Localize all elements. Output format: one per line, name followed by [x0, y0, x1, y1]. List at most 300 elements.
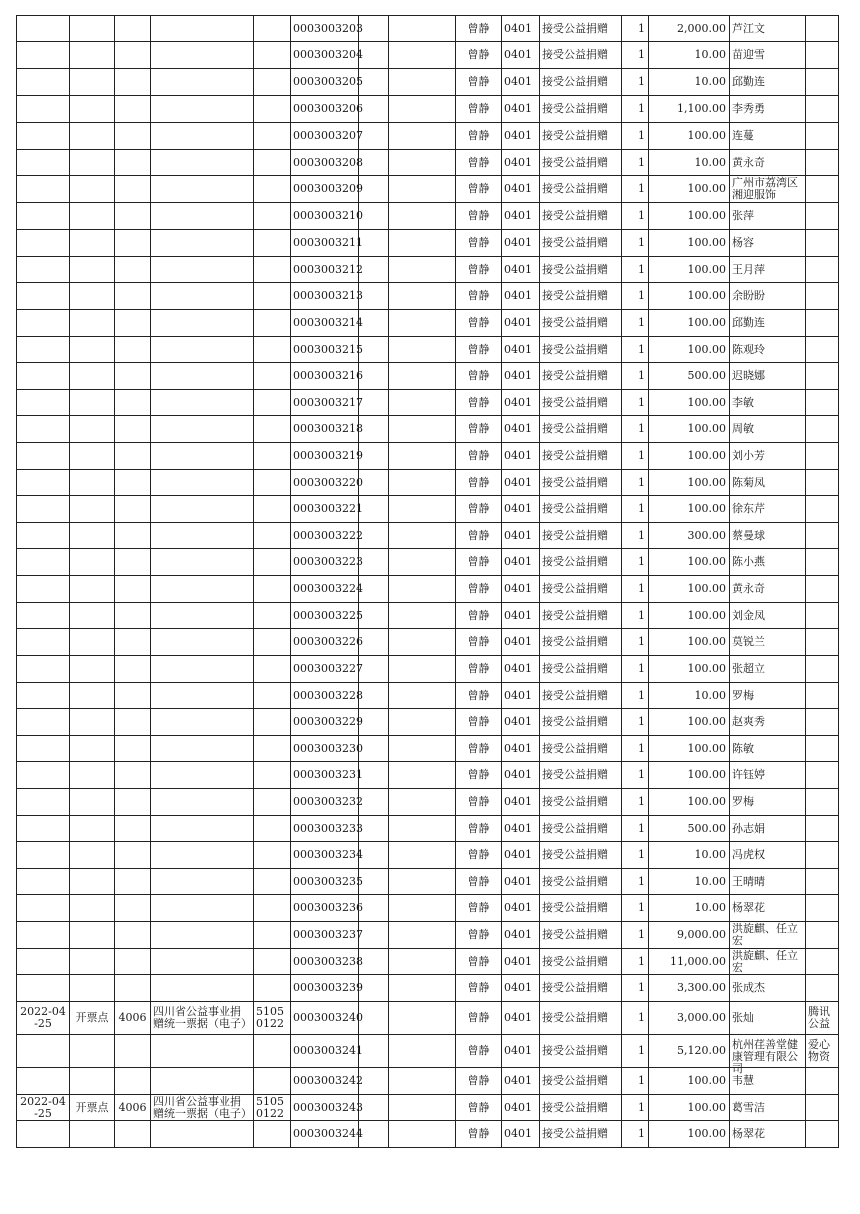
cell-remark	[806, 337, 839, 363]
cell-qty-text: 1	[638, 262, 645, 276]
cell-blank2	[389, 922, 456, 949]
cell-date	[17, 1002, 70, 1035]
cell-donor-text: 莫锐兰	[732, 635, 765, 648]
cell-amount	[649, 629, 730, 656]
cell-blank2	[389, 337, 456, 363]
cell-station	[70, 523, 115, 549]
cell-blank1	[359, 736, 389, 762]
cell-blank1	[359, 656, 389, 683]
cell-blank2	[389, 176, 456, 203]
cell-qty	[622, 736, 649, 762]
cell-blank1	[359, 709, 389, 736]
table-row	[17, 310, 839, 337]
cell-donor-text: 罗梅	[732, 795, 754, 808]
cell-station	[70, 443, 115, 470]
cell-qty	[622, 123, 649, 150]
cell-item-code	[502, 150, 540, 176]
cell-item-code-text: 0401	[504, 369, 532, 382]
cell-blank1	[359, 895, 389, 922]
cell-remark	[806, 709, 839, 736]
cell-amount	[649, 576, 730, 603]
cell-qty	[622, 150, 649, 176]
cell-station	[70, 1121, 115, 1148]
cell-remark	[806, 230, 839, 257]
cell-handler	[456, 656, 502, 683]
cell-invoice-no-text: 0003003210	[293, 209, 363, 222]
cell-blank1	[359, 416, 389, 443]
cell-blank1	[359, 1002, 389, 1035]
cell-qty-text: 1	[638, 75, 645, 88]
cell-blank1	[359, 789, 389, 816]
cell-item-name-text: 接受公益捐赠	[542, 1074, 608, 1087]
cell-item-name-text: 接受公益捐赠	[542, 395, 608, 409]
cell-qty-text: 1	[638, 155, 645, 169]
cell-amount-text: 100.00	[687, 289, 726, 302]
cell-qty-text: 1	[638, 475, 645, 489]
cell-station	[70, 1068, 115, 1095]
cell-region-code	[254, 869, 291, 895]
cell-station	[70, 549, 115, 576]
cell-invoice-name	[151, 816, 254, 842]
cell-item-code	[502, 443, 540, 470]
cell-code	[115, 470, 151, 496]
cell-donor-text: 李敏	[732, 395, 754, 409]
cell-code	[115, 523, 151, 549]
cell-code	[115, 257, 151, 283]
cell-invoice-no	[291, 337, 363, 363]
cell-remark	[806, 96, 839, 123]
cell-remark	[806, 975, 839, 1002]
cell-date	[17, 549, 70, 576]
table-row	[17, 123, 839, 150]
table-row	[17, 949, 839, 975]
cell-date	[17, 922, 70, 949]
cell-code	[115, 949, 151, 975]
cell-handler	[456, 816, 502, 842]
cell-amount	[649, 709, 730, 736]
cell-donor	[730, 949, 806, 975]
cell-date	[17, 123, 70, 150]
cell-handler	[456, 922, 502, 949]
cell-qty	[622, 337, 649, 363]
cell-blank2	[389, 842, 456, 869]
cell-amount-text: 100.00	[687, 262, 726, 276]
table-row	[17, 975, 839, 1002]
cell-region-code-text: 51050122	[256, 1094, 284, 1120]
cell-invoice-no-text: 0003003203	[293, 21, 363, 35]
cell-qty-text: 1	[638, 768, 645, 781]
cell-item-code	[502, 975, 540, 1002]
cell-item-code-text: 0401	[504, 821, 532, 835]
cell-item-code	[502, 523, 540, 549]
cell-region-code	[254, 443, 291, 470]
cell-item-name-text: 接受公益捐赠	[542, 715, 608, 728]
cell-station	[70, 762, 115, 789]
table-row	[17, 390, 839, 416]
cell-invoice-no-text: 0003003238	[293, 954, 363, 968]
cell-region-code	[254, 629, 291, 656]
table-row	[17, 150, 839, 176]
cell-item-code	[502, 922, 540, 949]
cell-qty	[622, 842, 649, 869]
cell-amount	[649, 390, 730, 416]
cell-blank1	[359, 816, 389, 842]
cell-invoice-no	[291, 789, 363, 816]
cell-item-code-text: 0401	[504, 768, 532, 781]
cell-invoice-name	[151, 230, 254, 257]
cell-item-name	[540, 603, 622, 629]
cell-date	[17, 176, 70, 203]
table-row	[17, 257, 839, 283]
cell-invoice-no-text: 0003003225	[293, 608, 363, 622]
cell-handler-text: 曾静	[467, 1011, 490, 1024]
cell-code	[115, 683, 151, 709]
cell-item-name-text: 接受公益捐赠	[542, 582, 608, 595]
cell-code	[115, 1121, 151, 1148]
cell-invoice-name	[151, 96, 254, 123]
cell-item-name	[540, 96, 622, 123]
cell-station	[70, 257, 115, 283]
cell-invoice-name	[151, 975, 254, 1002]
cell-invoice-name-text: 四川省公益事业捐赠统一票据（电子）	[153, 1094, 252, 1120]
cell-code	[115, 789, 151, 816]
cell-item-name-text: 接受公益捐赠	[542, 155, 608, 169]
cell-blank1	[359, 363, 389, 390]
cell-item-name-text: 接受公益捐赠	[542, 928, 608, 941]
cell-code	[115, 603, 151, 629]
cell-blank2	[389, 96, 456, 123]
cell-invoice-name	[151, 1035, 254, 1068]
cell-handler	[456, 96, 502, 123]
cell-handler	[456, 337, 502, 363]
cell-amount	[649, 549, 730, 576]
cell-invoice-name	[151, 123, 254, 150]
cell-qty	[622, 230, 649, 257]
cell-handler-text: 曾静	[467, 635, 490, 648]
cell-region-code	[254, 283, 291, 310]
cell-qty-text: 1	[638, 555, 645, 568]
cell-qty	[622, 416, 649, 443]
cell-amount	[649, 176, 730, 203]
cell-qty	[622, 470, 649, 496]
cell-item-name	[540, 975, 622, 1002]
cell-donor	[730, 16, 806, 42]
cell-remark	[806, 683, 839, 709]
cell-item-code-text: 0401	[504, 1011, 532, 1024]
cell-amount-text: 500.00	[687, 369, 726, 382]
cell-code-text: 4006	[118, 1100, 147, 1114]
cell-invoice-no-text: 0003003236	[293, 901, 363, 914]
cell-item-code	[502, 629, 540, 656]
cell-item-name-text: 接受公益捐赠	[542, 262, 608, 276]
cell-invoice-no	[291, 576, 363, 603]
cell-qty	[622, 363, 649, 390]
cell-amount	[649, 1121, 730, 1148]
cell-qty-text: 1	[638, 502, 645, 515]
cell-donor	[730, 123, 806, 150]
cell-amount	[649, 150, 730, 176]
cell-invoice-name	[151, 736, 254, 762]
cell-item-name-text: 接受公益捐赠	[542, 768, 608, 781]
cell-qty-text: 1	[638, 102, 645, 115]
cell-invoice-no	[291, 816, 363, 842]
cell-invoice-name	[151, 1068, 254, 1095]
cell-invoice-no-text: 0003003235	[293, 874, 363, 888]
cell-item-name	[540, 230, 622, 257]
cell-handler-text: 曾静	[467, 954, 490, 968]
cell-blank2	[389, 1068, 456, 1095]
cell-donor-text: 余盼盼	[732, 289, 765, 302]
cell-code-text: 4006	[118, 1011, 147, 1024]
cell-invoice-name	[151, 69, 254, 96]
cell-item-code-text: 0401	[504, 155, 532, 169]
cell-invoice-no-text: 0003003226	[293, 635, 363, 648]
cell-invoice-no	[291, 762, 363, 789]
cell-item-name-text: 接受公益捐赠	[542, 608, 608, 622]
cell-qty	[622, 1121, 649, 1148]
cell-region-code	[254, 16, 291, 42]
cell-date	[17, 842, 70, 869]
cell-invoice-no	[291, 310, 363, 337]
cell-handler	[456, 1095, 502, 1121]
cell-date-text: 2022-04-25	[20, 1094, 66, 1120]
cell-donor	[730, 683, 806, 709]
cell-invoice-name	[151, 176, 254, 203]
cell-remark	[806, 629, 839, 656]
cell-blank2	[389, 42, 456, 69]
cell-handler-text: 曾静	[467, 582, 490, 595]
cell-remark	[806, 390, 839, 416]
cell-invoice-no-text: 0003003206	[293, 102, 363, 115]
table-row	[17, 629, 839, 656]
cell-date	[17, 390, 70, 416]
cell-invoice-no-text: 0003003220	[293, 475, 363, 489]
cell-qty	[622, 176, 649, 203]
cell-item-name	[540, 310, 622, 337]
cell-item-name	[540, 869, 622, 895]
cell-handler-text: 曾静	[467, 608, 490, 622]
cell-handler	[456, 895, 502, 922]
cell-item-code-text: 0401	[504, 1074, 532, 1087]
cell-invoice-no	[291, 523, 363, 549]
cell-invoice-no	[291, 975, 363, 1002]
table-row	[17, 416, 839, 443]
cell-item-code-text: 0401	[504, 395, 532, 409]
cell-date	[17, 869, 70, 895]
cell-remark	[806, 496, 839, 523]
cell-invoice-no-text: 0003003212	[293, 262, 363, 276]
cell-code	[115, 390, 151, 416]
cell-donor	[730, 257, 806, 283]
cell-item-name-text: 接受公益捐赠	[542, 662, 608, 675]
cell-amount	[649, 762, 730, 789]
cell-donor-text: 冯虎权	[732, 848, 765, 861]
cell-item-name	[540, 16, 622, 42]
cell-handler-text: 曾静	[467, 236, 490, 249]
cell-donor-text: 徐东芹	[732, 502, 765, 515]
cell-handler	[456, 257, 502, 283]
cell-handler	[456, 523, 502, 549]
cell-amount-text: 100.00	[687, 715, 726, 728]
cell-qty	[622, 922, 649, 949]
cell-item-code-text: 0401	[504, 954, 532, 968]
cell-donor	[730, 416, 806, 443]
cell-region-code	[254, 683, 291, 709]
table-row	[17, 230, 839, 257]
cell-item-code-text: 0401	[504, 449, 532, 462]
cell-item-code	[502, 1095, 540, 1121]
cell-handler-text: 曾静	[467, 688, 490, 702]
cell-handler	[456, 176, 502, 203]
cell-region-code	[254, 895, 291, 922]
cell-handler-text: 曾静	[467, 874, 490, 888]
cell-qty	[622, 42, 649, 69]
cell-qty	[622, 816, 649, 842]
cell-qty-text: 1	[638, 901, 645, 914]
cell-invoice-no-text: 0003003213	[293, 289, 363, 302]
cell-handler-text: 曾静	[467, 369, 490, 382]
cell-station-text: 开票点	[75, 1100, 109, 1114]
cell-donor	[730, 762, 806, 789]
cell-item-name	[540, 123, 622, 150]
cell-donor-text: 许钰婷	[732, 768, 765, 781]
cell-item-code-text: 0401	[504, 715, 532, 728]
table-row	[17, 869, 839, 895]
table-row	[17, 496, 839, 523]
table-row	[17, 283, 839, 310]
table-row	[17, 576, 839, 603]
table-row	[17, 762, 839, 789]
cell-amount-text: 100.00	[687, 582, 726, 595]
cell-invoice-no	[291, 1068, 363, 1095]
cell-amount-text: 2,000.00	[677, 21, 726, 35]
cell-donor-text: 迟晓娜	[732, 369, 765, 382]
cell-remark	[806, 842, 839, 869]
cell-blank2	[389, 523, 456, 549]
cell-date	[17, 337, 70, 363]
cell-amount-text: 100.00	[687, 1074, 726, 1087]
cell-qty-text: 1	[638, 182, 645, 195]
cell-qty-text: 1	[638, 741, 645, 755]
cell-blank1	[359, 1121, 389, 1148]
cell-amount-text: 10.00	[694, 155, 726, 169]
cell-amount-text: 100.00	[687, 608, 726, 622]
cell-item-name-text: 接受公益捐赠	[542, 316, 608, 329]
cell-handler-text: 曾静	[467, 848, 490, 861]
cell-qty-text: 1	[638, 395, 645, 409]
cell-item-code-text: 0401	[504, 342, 532, 356]
cell-invoice-no-text: 0003003215	[293, 342, 363, 356]
cell-donor	[730, 363, 806, 390]
cell-item-name-text: 接受公益捐赠	[542, 182, 608, 195]
cell-donor	[730, 656, 806, 683]
cell-invoice-name	[151, 1002, 254, 1035]
cell-handler	[456, 69, 502, 96]
table-row	[17, 1068, 839, 1095]
cell-donor-text: 杨翠花	[732, 1127, 765, 1140]
cell-invoice-no-text: 0003003234	[293, 848, 363, 861]
cell-item-name	[540, 203, 622, 230]
cell-blank2	[389, 576, 456, 603]
cell-date	[17, 1035, 70, 1068]
cell-item-name-text: 接受公益捐赠	[542, 75, 608, 88]
cell-donor	[730, 629, 806, 656]
cell-donor-text: 苗迎雪	[732, 48, 765, 61]
cell-blank2	[389, 310, 456, 337]
cell-item-code-text: 0401	[504, 1044, 532, 1057]
cell-handler	[456, 869, 502, 895]
cell-item-name-text: 接受公益捐赠	[542, 555, 608, 568]
cell-invoice-name	[151, 42, 254, 69]
cell-remark	[806, 310, 839, 337]
cell-station	[70, 869, 115, 895]
cell-qty-text: 1	[638, 608, 645, 622]
table-row	[17, 683, 839, 709]
cell-region-code	[254, 42, 291, 69]
cell-amount-text: 100.00	[687, 1127, 726, 1140]
cell-station	[70, 922, 115, 949]
cell-invoice-name	[151, 549, 254, 576]
cell-invoice-no	[291, 283, 363, 310]
cell-invoice-name	[151, 416, 254, 443]
cell-item-code	[502, 1035, 540, 1068]
cell-remark	[806, 16, 839, 42]
cell-date	[17, 496, 70, 523]
cell-invoice-no	[291, 1002, 363, 1035]
cell-amount-text: 1,100.00	[677, 102, 726, 115]
cell-date	[17, 230, 70, 257]
cell-item-name-text: 接受公益捐赠	[542, 874, 608, 888]
cell-code	[115, 816, 151, 842]
cell-invoice-name	[151, 390, 254, 416]
cell-amount	[649, 363, 730, 390]
cell-blank2	[389, 895, 456, 922]
cell-blank2	[389, 1035, 456, 1068]
cell-item-name-text: 接受公益捐赠	[542, 795, 608, 808]
cell-invoice-name-text: 四川省公益事业捐赠统一票据（电子）	[153, 1005, 252, 1030]
cell-qty-text: 1	[638, 316, 645, 329]
cell-item-code-text: 0401	[504, 75, 532, 88]
cell-invoice-name	[151, 576, 254, 603]
cell-item-code-text: 0401	[504, 795, 532, 808]
cell-donor-text: 洪旋麒、任立宏	[732, 948, 798, 974]
cell-handler	[456, 203, 502, 230]
cell-amount	[649, 416, 730, 443]
cell-amount	[649, 949, 730, 975]
cell-region-code	[254, 390, 291, 416]
cell-donor-text: 张成杰	[732, 981, 765, 994]
cell-blank1	[359, 1068, 389, 1095]
cell-blank1	[359, 123, 389, 150]
cell-amount-text: 100.00	[687, 342, 726, 356]
cell-donor-text: 张灿	[732, 1011, 754, 1024]
cell-code	[115, 42, 151, 69]
cell-amount-text: 10.00	[694, 874, 726, 888]
cell-item-code	[502, 16, 540, 42]
cell-invoice-name	[151, 257, 254, 283]
cell-handler-text: 曾静	[467, 262, 490, 276]
cell-donor	[730, 895, 806, 922]
cell-handler-text: 曾静	[467, 75, 490, 88]
cell-amount-text: 100.00	[687, 209, 726, 222]
cell-item-code-text: 0401	[504, 981, 532, 994]
cell-item-name	[540, 470, 622, 496]
cell-invoice-no	[291, 363, 363, 390]
cell-qty	[622, 310, 649, 337]
cell-amount-text: 100.00	[687, 129, 726, 142]
cell-invoice-no-text: 0003003240	[293, 1011, 363, 1024]
cell-qty-text: 1	[638, 449, 645, 462]
